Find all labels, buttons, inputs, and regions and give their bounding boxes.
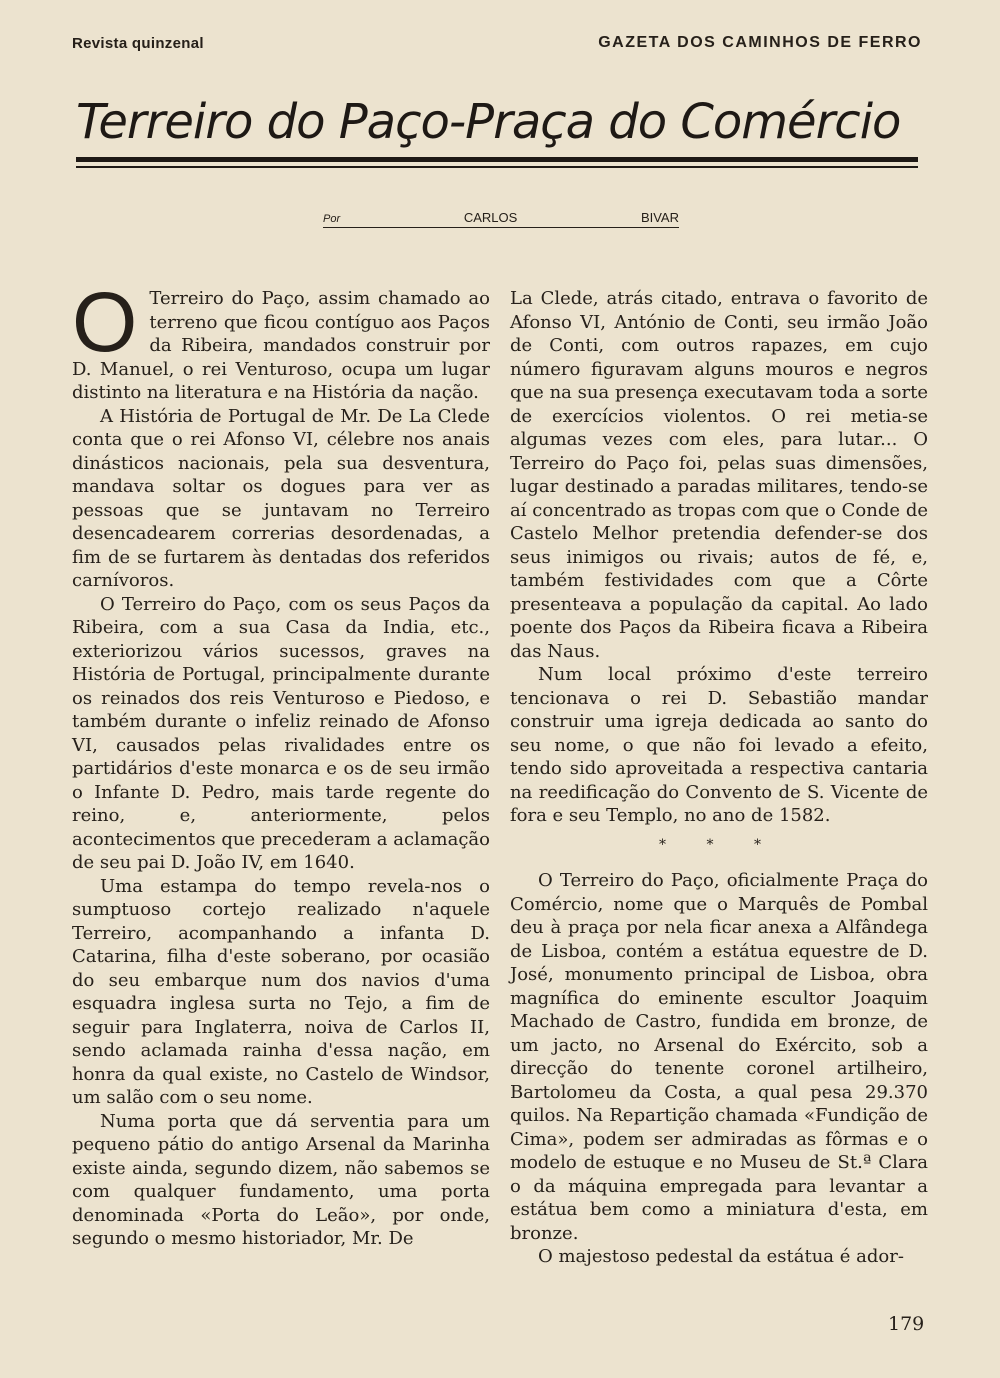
paragraph: O Terreiro do Paço, com os seus Paços da Ribeira, com a sua Casa da India, etc., exteriorizou vários sucessos, graves na História de Portugal, principalmente durante os reinados dos reis Venturoso e Piedoso, e também durante o infeliz reinado de Afonso VI, causados pelas rivalidades entre os partidários d'este monarca e os de seu irmão o Infante D. Pedro, mais tarde regente do reino, e, anteriormente, pelos acontecimentos que precederam a aclamação de seu pai D. João IV, em 1640. — [72, 593, 490, 873]
byline-prefix: Por — [323, 213, 341, 225]
title-rule-thick — [76, 157, 918, 162]
paragraph-continuation: La Clede, atrás citado, entrava o favorito de Afonso VI, António de Conti, seu irmão João de Conti, com outros rapazes, em cujo número figuravam alguns mouros e negros que na sua presença executavam toda a sorte de exercícios violentos. O rei metia-se algumas vezes com eles, para lutar... O Terreiro do Paço foi, pelas suas dimensões, lugar destinado a paradas militares, tendo-se aí concentrado as tropas com que o Conde de Castelo Melhor pretendia defender-se dos seus inimigos ou rivais; autos de fé, e, também festividades com que a Côrte presenteava a população da capital. Ao lado poente dos Paços da Ribeira ficava a Ribeira das Naus. — [510, 288, 928, 662]
article-title: Terreiro do Paço-Praça do Comércio — [76, 94, 901, 150]
paragraph: O Terreiro do Paço, assim chamado ao terreno que ficou contíguo aos Paços da Ribeira, mandados construir por D. Manuel, o rei Venturoso, ocupa um lugar distinto na literatura e na História da nação. — [72, 275, 490, 403]
column-left — [72, 275, 490, 1251]
section-separator: * * * — [659, 836, 779, 853]
title-rule-thin — [76, 166, 918, 168]
drop-cap: O — [72, 275, 138, 369]
paragraph: O majestoso pedestal da estátua é ador- — [538, 1246, 904, 1267]
byline — [323, 210, 679, 228]
column-right — [510, 287, 928, 1269]
running-header-left: Revista quinzenal — [72, 35, 204, 52]
paragraph: O Terreiro do Paço, oficialmente Praça do Comércio, nome que o Marquês de Pombal deu à praça por nela ficar anexa a Alfândega de Lisboa, contém a estátua equestre de D. José, monumento principal de Lisboa, obra magnífica do eminente escultor Joaquim Machado de Castro, fundida em bronze, de um jacto, no Arsenal do Exército, sob a direcção do tenente coronel artilheiro, Bartolomeu da Costa, a qual pesa 29.370 quilos. Na Repartição chamada «Fundição de Cima», podem ser admiradas as fôrmas e o modelo de estuque e no Museu de St.ª Clara o da máquina empregada para levantar a estátua bem como a miniatura d'esta, em bronze. — [510, 870, 928, 1244]
page-number: 179 — [888, 1313, 925, 1335]
paragraph: Numa porta que dá serventia para um pequeno pátio do antigo Arsenal da Marinha existe ainda, segundo dizem, não sabemos se com qualquer fundamento, uma porta denominada «Porta do Leão», por onde, segundo o mesmo historiador, Mr. De — [72, 1110, 490, 1249]
paragraph: Uma estampa do tempo revela-nos o sumptuoso cortejo realizado n'aquele Terreiro, acompanhando a infanta D. Catarina, filha d'este soberano, por ocasião do seu embarque num dos navios d'uma esquadra inglesa surta no Tejo, a fim de seguir para Inglaterra, noiva de Carlos II, sendo aclamada rainha d'essa nação, em honra da qual existe, no Castelo de Windsor, um salão com o seu nome. — [72, 875, 490, 1108]
running-header-right: GAZETA DOS CAMINHOS DE FERRO — [598, 34, 922, 51]
paragraph: Num local próximo d'este terreiro tencionava o rei D. Sebastião mandar construir uma igreja dedicada ao santo do seu nome, o que não foi levado a efeito, tendo sido aproveitada a respectiva cantaria na reedificação do Convento de S. Vicente de fora e seu Templo, no ano de 1582. — [510, 664, 928, 826]
paragraph: A História de Portugal de Mr. De La Clede conta que o rei Afonso VI, célebre nos anais dinásticos nacionais, pela sua desventura, mandava soltar os dogues para ver as pessoas que se juntavam no Terreiro desencadearem correrias desordenadas, a fim de se furtarem às dentadas dos referidos carnívoros. — [72, 405, 490, 591]
byline-author: CARLOS BIVAR — [463, 210, 679, 225]
